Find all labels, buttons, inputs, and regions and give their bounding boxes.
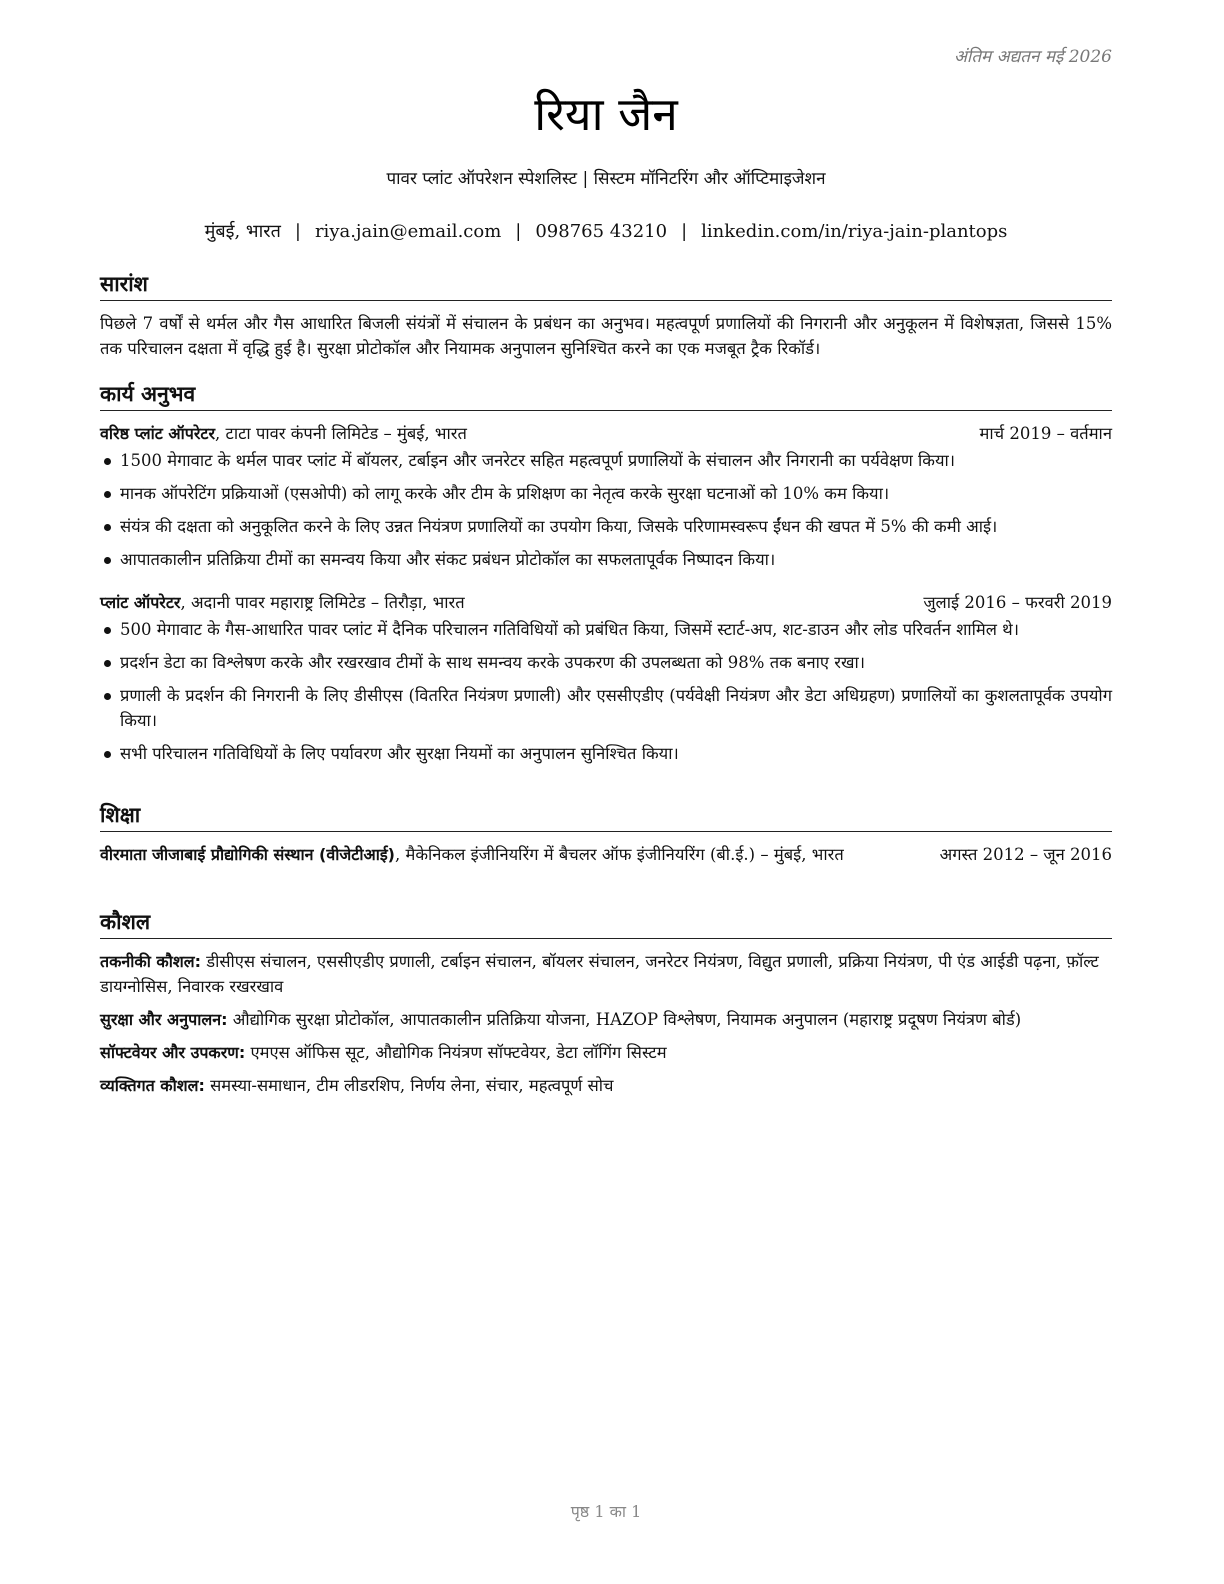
education-degree: , मैकेनिकल इंजीनियरिंग में बैचलर ऑफ इंजीनियरिंग (बी.ई.) – मुंबई, भारत bbox=[395, 845, 844, 864]
skill-category bbox=[100, 949, 1112, 999]
professional-headline: पावर प्लांट ऑपरेशन स्पेशलिस्ट | सिस्टम मॉनिटरिंग और ऑप्टिमाइजेशन bbox=[386, 169, 826, 189]
education-entry bbox=[100, 842, 1112, 867]
job-entry bbox=[100, 421, 1112, 572]
job-organization: , अदानी पावर महाराष्ट्र लिमिटेड – तिरौड़ा, भारत bbox=[180, 593, 465, 612]
skill-label: सॉफ्टवेयर और उपकरण: bbox=[100, 1043, 246, 1062]
candidate-name: रिया जैन bbox=[534, 87, 678, 141]
skill-value: एमएस ऑफिस सूट, औद्योगिक नियंत्रण सॉफ्टवेयर, डेटा लॉगिंग सिस्टम bbox=[245, 1043, 667, 1062]
job-bullets bbox=[100, 448, 1112, 572]
education-dates: अगस्त 2012 – जून 2016 bbox=[939, 845, 1112, 864]
summary-section bbox=[100, 270, 1112, 361]
job-bullet: मानक ऑपरेटिंग प्रक्रियाओं (एसओपी) को लागू करके और टीम के प्रशिक्षण का नेतृत्व करके सुरक्षा घटनाओं को 10% कम किया। bbox=[100, 481, 1112, 506]
education-details bbox=[100, 842, 890, 867]
skill-category bbox=[100, 1007, 1112, 1032]
skill-label: तकनीकी कौशल: bbox=[100, 952, 201, 971]
skill-value: औद्योगिक सुरक्षा प्रोटोकॉल, आपातकालीन प्रतिक्रिया योजना, HAZOP विश्लेषण, नियामक अनुपालन (महाराष्ट्र प्रदूषण नियंत्रण बोर्ड) bbox=[227, 1010, 1022, 1029]
job-title-line bbox=[100, 421, 467, 446]
job-organization: , टाटा पावर कंपनी लिमिटेड – मुंबई, भारत bbox=[215, 424, 467, 443]
job-bullet: सभी परिचालन गतिविधियों के लिए पर्यावरण और सुरक्षा नियमों का अनुपालन सुनिश्चित किया। bbox=[100, 741, 1112, 766]
contact-email[interactable]: riya.jain@email.com bbox=[314, 221, 502, 242]
job-bullets bbox=[100, 617, 1112, 766]
contact-location: मुंबई, भारत bbox=[204, 221, 281, 242]
skill-value: डीसीएस संचालन, एससीएडीए प्रणाली, टर्बाइन संचालन, बॉयलर संचालन, जनरेटर नियंत्रण, विद्युत प्रणाली, प्रक्रिया नियंत्रण, पी एंड आईडी पढ़ना, फ़ॉल्ट डायग्नोसिस, निवारक रखरखाव bbox=[100, 952, 1099, 996]
contact-linkedin[interactable]: linkedin.com/in/riya-jain-plantops bbox=[701, 221, 1008, 242]
skills-section bbox=[100, 908, 1112, 1106]
job-bullet: 500 मेगावाट के गैस-आधारित पावर प्लांट में दैनिक परिचालन गतिविधियों को प्रबंधित किया, जिसमें स्टार्ट-अप, शट-डाउन और लोड परिवर्तन शामिल थे। bbox=[100, 617, 1112, 642]
skills-heading: कौशल bbox=[100, 908, 1112, 939]
education-heading: शिक्षा bbox=[100, 801, 1112, 832]
summary-text: पिछले 7 वर्षों से थर्मल और गैस आधारित बिजली संयंत्रों में संचालन के प्रबंधन का अनुभव। महत्वपूर्ण प्रणालियों की निगरानी और अनुकूलन में विशेषज्ञता, जिससे 15% तक परिचालन दक्षता में वृद्धि हुई है। सुरक्षा प्रोटोकॉल और नियामक अनुपालन सुनिश्चित करने का एक मजबूत ट्रैक रिकॉर्ड। bbox=[100, 314, 1112, 358]
education-institution: वीरमाता जीजाबाई प्रौद्योगिकी संस्थान (वीजेटीआई) bbox=[100, 845, 395, 864]
skill-category bbox=[100, 1073, 1112, 1098]
job-bullet: 1500 मेगावाट के थर्मल पावर प्लांट में बॉयलर, टर्बाइन और जनरेटर सहित महत्वपूर्ण प्रणालियों के संचालन और निगरानी का पर्यवेक्षण किया। bbox=[100, 448, 1112, 473]
job-dates: जुलाई 2016 – फरवरी 2019 bbox=[923, 593, 1112, 612]
job-dates: मार्च 2019 – वर्तमान bbox=[979, 424, 1112, 443]
job-role: प्लांट ऑपरेटर bbox=[100, 593, 181, 612]
job-bullet: प्रदर्शन डेटा का विश्लेषण करके और रखरखाव टीमों के साथ समन्वय करके उपकरण की उपलब्धता को 98% तक बनाए रखा। bbox=[100, 650, 1112, 675]
job-bullet: प्रणाली के प्रदर्शन की निगरानी के लिए डीसीएस (वितरित नियंत्रण प्रणाली) और एससीएडीए (पर्यवेक्षी नियंत्रण और डेटा अधिग्रहण) प्रणालियों का कुशलतापूर्वक उपयोग किया। bbox=[100, 683, 1112, 733]
summary-heading: सारांश bbox=[100, 270, 1112, 301]
contact-phone[interactable]: 098765 43210 bbox=[535, 221, 668, 242]
last-updated-date: अंतिम अद्यतन मई 2026 bbox=[953, 47, 1112, 67]
job-header bbox=[100, 590, 1112, 615]
contact-separator: | bbox=[681, 221, 688, 242]
job-bullet: संयंत्र की दक्षता को अनुकूलित करने के लिए उन्नत नियंत्रण प्रणालियों का उपयोग किया, जिसके परिणामस्वरूप ईंधन की खपत में 5% की कमी आई। bbox=[100, 514, 1112, 539]
job-bullet: आपातकालीन प्रतिक्रिया टीमों का समन्वय किया और संकट प्रबंधन प्रोटोकॉल का सफलतापूर्वक निष्पादन किया। bbox=[100, 547, 1112, 572]
page-number-footer: पृष्ठ 1 का 1 bbox=[570, 1502, 642, 1521]
skill-category bbox=[100, 1040, 1112, 1065]
job-title-line bbox=[100, 590, 465, 615]
skill-value: समस्या-समाधान, टीम लीडरशिप, निर्णय लेना, संचार, महत्वपूर्ण सोच bbox=[204, 1076, 614, 1095]
contact-line bbox=[100, 218, 1112, 246]
contact-separator: | bbox=[515, 221, 522, 242]
job-role: वरिष्ठ प्लांट ऑपरेटर bbox=[100, 424, 216, 443]
resume-page bbox=[100, 0, 1112, 1584]
contact-separator: | bbox=[294, 221, 301, 242]
skill-label: व्यक्तिगत कौशल: bbox=[100, 1076, 205, 1095]
experience-section bbox=[100, 380, 1112, 774]
education-section bbox=[100, 801, 1112, 867]
job-entry bbox=[100, 590, 1112, 766]
skill-label: सुरक्षा और अनुपालन: bbox=[100, 1010, 228, 1029]
job-header bbox=[100, 421, 1112, 446]
experience-heading: कार्य अनुभव bbox=[100, 380, 1112, 411]
